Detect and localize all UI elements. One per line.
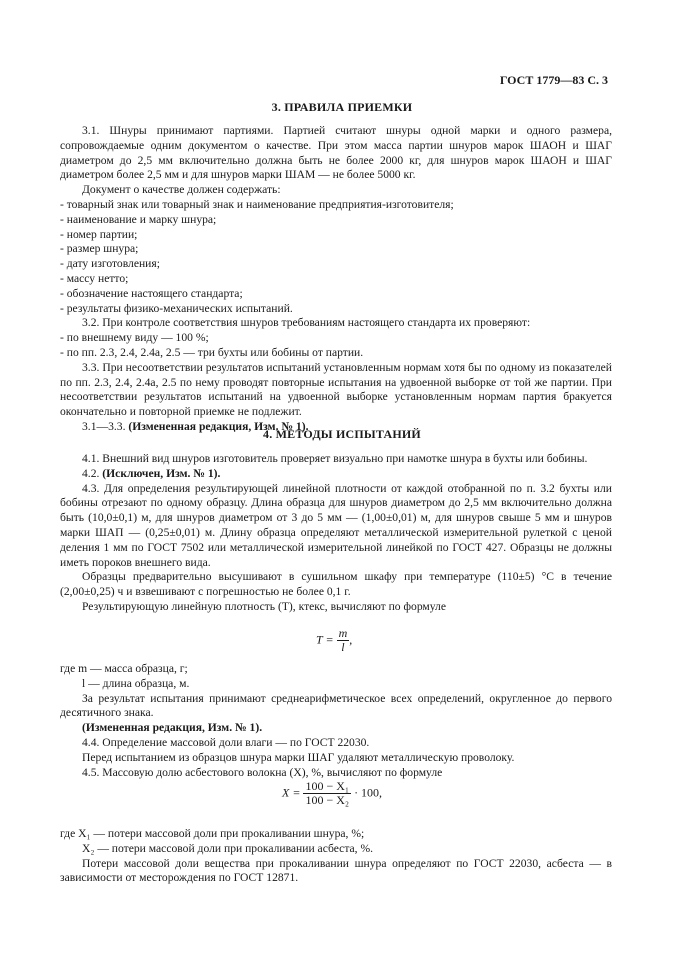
- paragraph-3-2: 3.2. При контроле соответствия шнуров требованиям настоящего стандарта их проверяют:: [82, 316, 531, 330]
- doc-item: - результаты физико-механических испытаний.: [60, 301, 293, 315]
- check-item: - по пп. 2.3, 2.4, 2.4а, 2.5 — три бухты или бобины от партии.: [60, 345, 364, 359]
- paragraph-4-5: 4.5. Массовую долю асбестового волокна (X), %, вычисляют по формуле: [82, 765, 443, 779]
- page-header: ГОСТ 1779—83 С. 3: [499, 73, 608, 87]
- paragraph-4-3: 4.3. Для определения результирующей линейной плотности от каждой отобранной по п. 3.2 бухты или бобины отрезают по одному образцу. Длина образца для шнуров диаметром до 2,5 мм включительно должна быть (10,0±0,1) м, для шнуров диаметром от 3 до 5 мм — (1,00±0,01) м, для шнуров свыше 5 мм и шнуров марки ШАП — (0,25±0,01) м. Длину образца определяют металлической измерительной рулеткой с ценой деления 1 мм по ГОСТ 7502 или металлической измерительной линейкой по ГОСТ 427. Образцы не должны иметь пороков внешнего вида.: [60, 481, 612, 569]
- paragraph-4-3-result: За результат испытания принимают среднеарифметическое всех определений, округленное до первого десятичного знака.: [60, 691, 612, 720]
- section-4-body-c: [60, 827, 612, 886]
- paragraph-4-5-loss: Потери массовой доли вещества при прокаливании шнура определяют по ГОСТ 22030, асбеста — в зависимости от месторождения по ГОСТ 12871.: [60, 856, 612, 885]
- where-x1: где X₁ — потери массовой доли при прокаливании шнура, %;: [60, 827, 365, 840]
- doc-item: - наименование и марку шнура;: [60, 212, 217, 226]
- paragraph-4-4-wire: Перед испытанием из образцов шнура марки ШАГ удаляют металлическую проволоку.: [82, 750, 515, 764]
- doc-item: - дату изготовления;: [60, 257, 160, 271]
- paragraph-4-2: 4.2. (Исключен, Изм. № 1).: [82, 466, 221, 480]
- paragraph-3-3: 3.3. При несоответствии результатов испытаний установленным нормам хотя бы по одному из показателей по пп. 2.3, 2.4, 2.4а, 2.5 по нему проводят повторные испытания на удвоенной выборке от той же партии. При несоответствии результатов испытаний на удвоенной выборке установленным нормам партия бракуется окончательно и повторной приемке не подлежит.: [60, 360, 612, 419]
- paragraph-3-1: 3.1. Шнуры принимают партиями. Партией считают шнуры одной марки и одного размера, сопровождаемые одним документом о качестве. При этом масса партии шнуров марок ШАОН и ШАГ диаметром до 2,5 мм включительно должна быть не более 2000 кг, для шнуров марок ШАОН и ШАГ диаметром более 2,5 мм и для шнуров марки ШАМ — не более 5000 кг.: [60, 124, 612, 182]
- doc-item: - товарный знак или товарный знак и наименование предприятия-изготовителя;: [60, 197, 454, 211]
- section-3-body: [60, 124, 612, 435]
- where-x2: X₂ — потери массовой доли при прокаливании асбеста, %.: [82, 841, 374, 855]
- where-m: где m — масса образца, г;: [60, 662, 188, 675]
- paragraph-4-4: 4.4. Определение массовой доли влаги — по ГОСТ 22030.: [82, 735, 370, 749]
- doc-item: - массу нетто;: [60, 271, 129, 285]
- paragraph-4-3-drying: Образцы предварительно высушивают в сушильном шкафу при температуре (110±5) °С в течение (2,00±0,25) ч и взвешивают с погрешностью не более 0,1 г.: [60, 570, 612, 599]
- formula-asbestos-fraction: X = $\frac{\text{100 − X₁}}{\text{100 − X₂}}$ · 100,: [282, 779, 383, 807]
- section-4-title: 4. МЕТОДЫ ИСПЫТАНИЙ: [263, 427, 421, 441]
- where-l: l — длина образца, м.: [82, 676, 190, 690]
- section-3-title: 3. ПРАВИЛА ПРИЕМКИ: [271, 100, 413, 114]
- section-4-body-a: [60, 452, 612, 615]
- doc-item: - размер шнура;: [60, 242, 139, 256]
- doc-item: - номер партии;: [60, 227, 138, 241]
- doc-intro: Документ о качестве должен содержать:: [82, 183, 281, 197]
- amendment-note: 3.1—3.3. (Измененная редакция, Изм. № 1).: [82, 419, 309, 433]
- paragraph-4-1: 4.1. Внешний вид шнуров изготовитель проверяет визуально при намотке шнура в бухты или бобины.: [82, 452, 588, 465]
- doc-item: - обозначение настоящего стандарта;: [60, 286, 243, 300]
- paragraph-4-3-density: Результирующую линейную плотность (T), ктекс, вычисляют по формуле: [82, 599, 446, 613]
- section-4-body-b: [60, 662, 612, 780]
- formula-linear-density: T = $\frac{m}{l}$ ,: [316, 626, 353, 654]
- check-item: - по внешнему виду — 100 %;: [60, 331, 209, 345]
- amendment-note-2: (Измененная редакция, Изм. № 1).: [82, 721, 263, 735]
